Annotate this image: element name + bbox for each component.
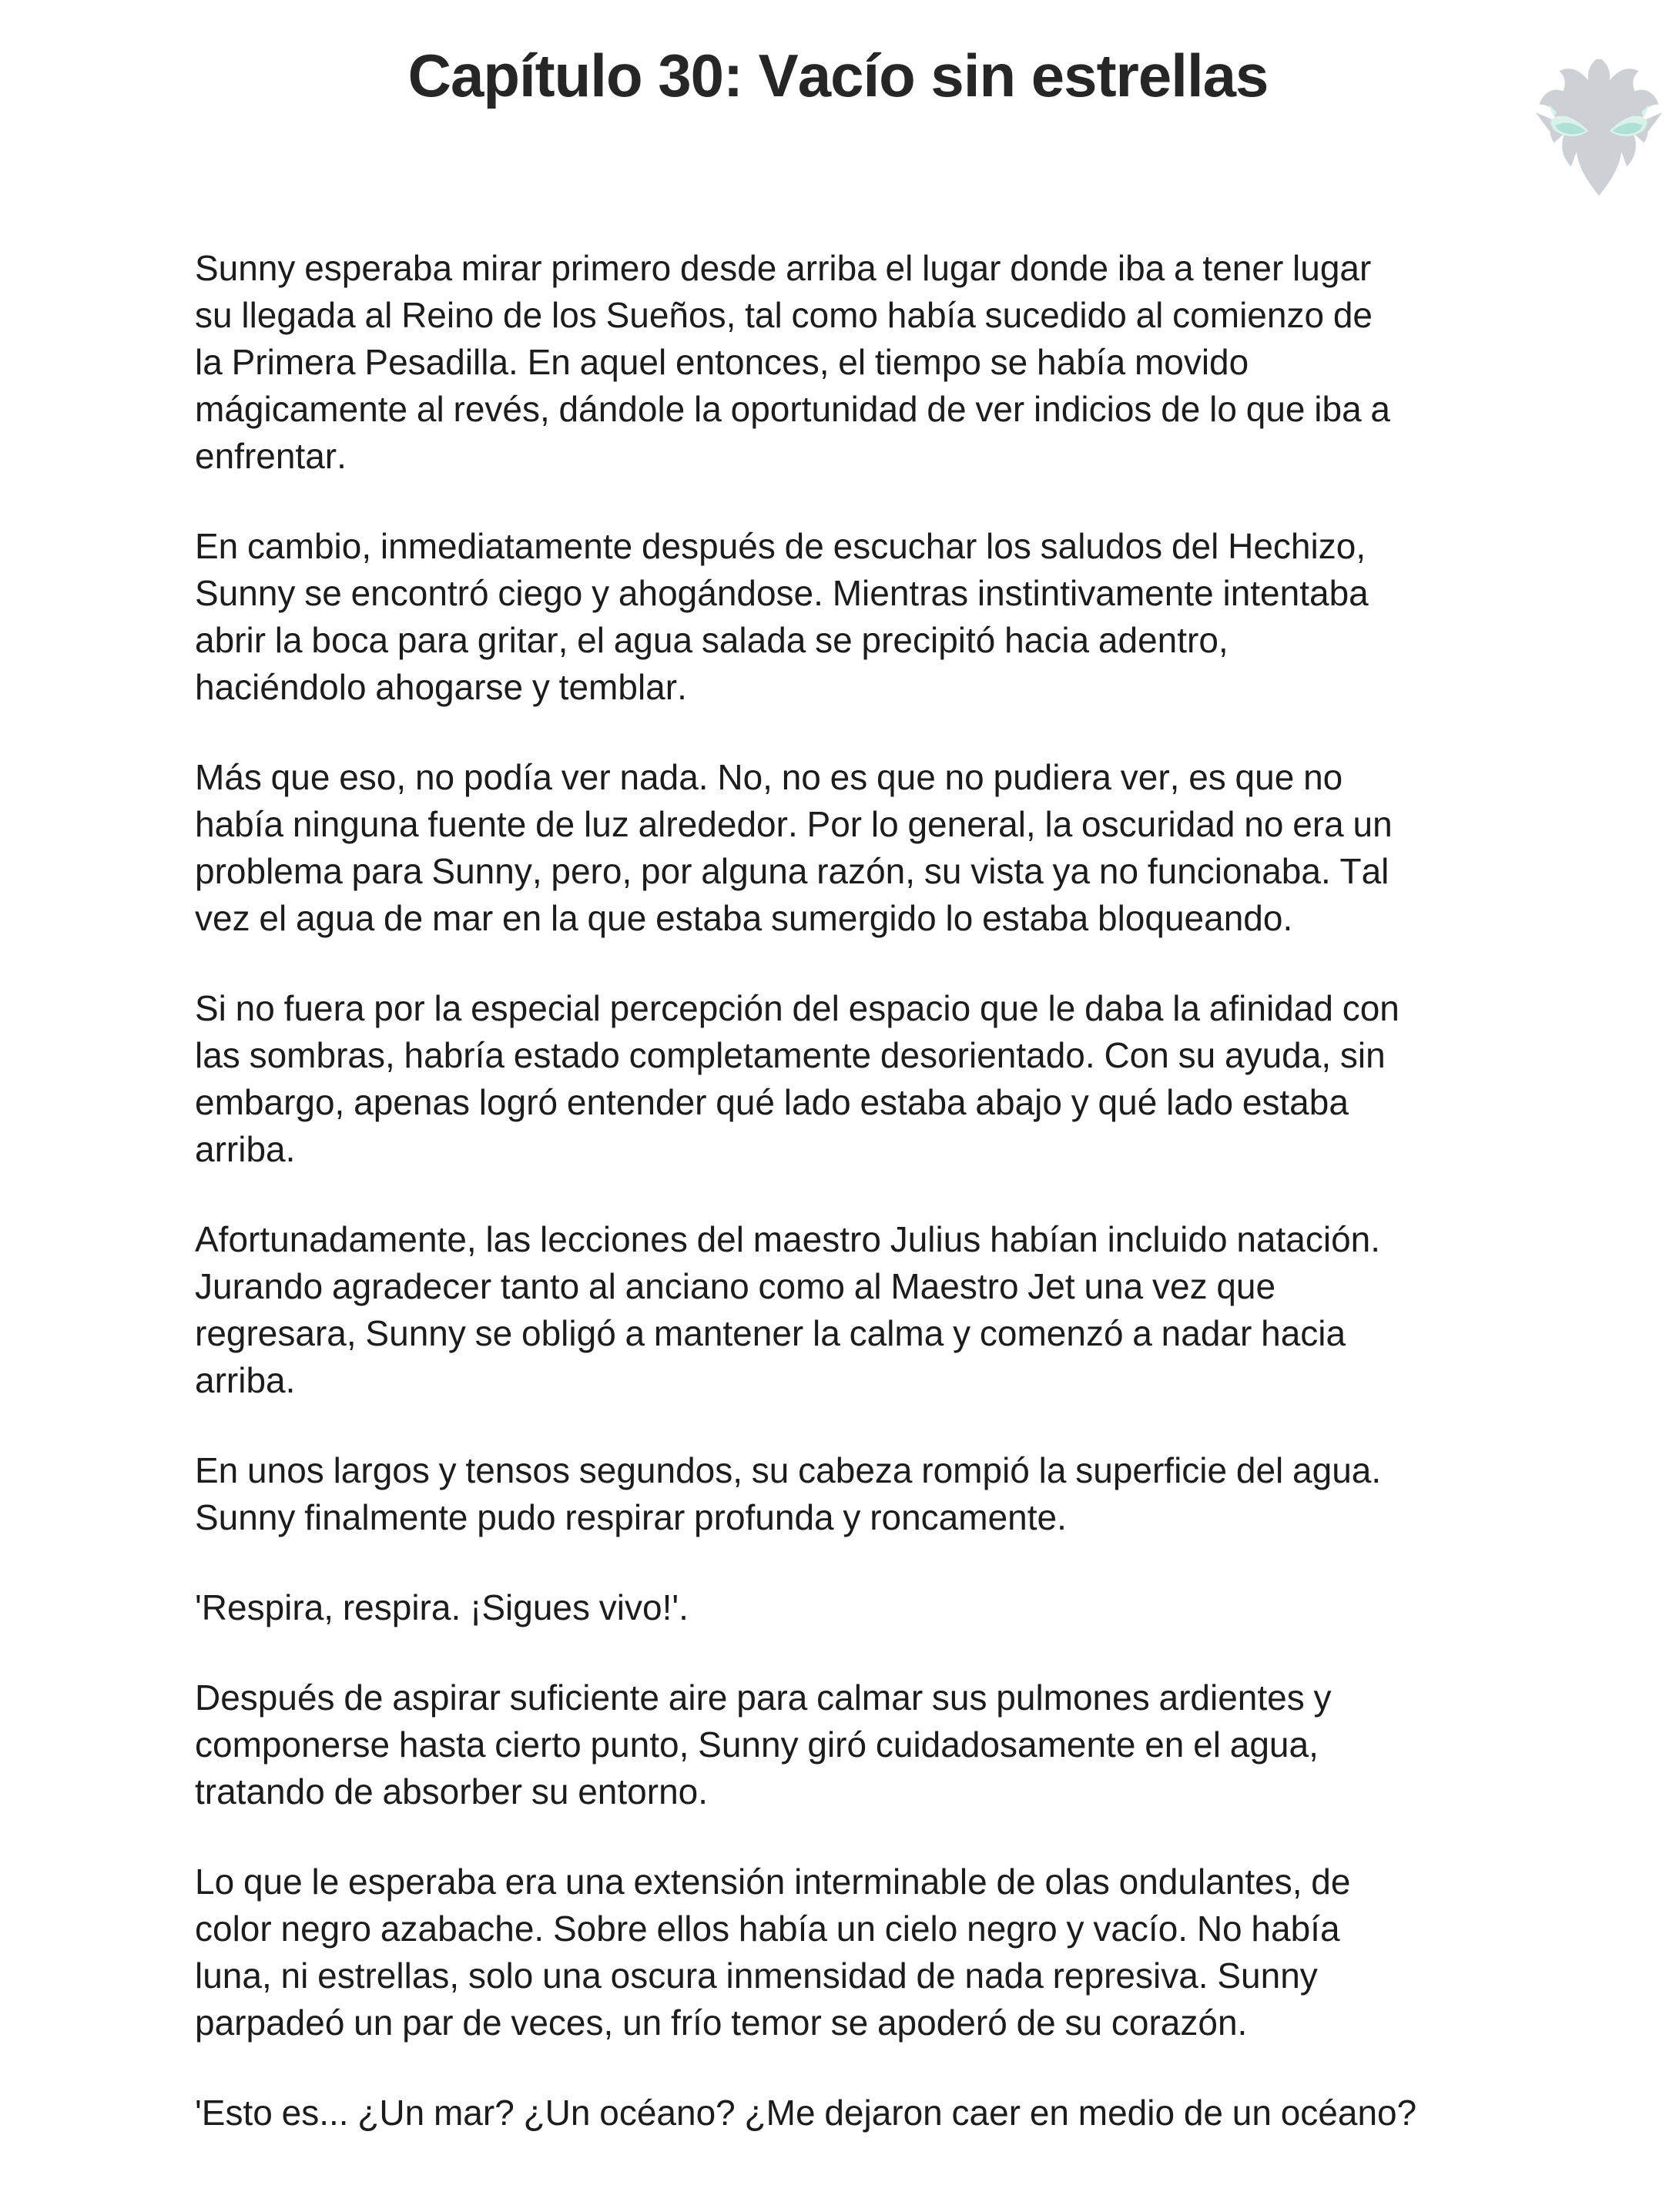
paragraph: Sunny esperaba mirar primero desde arriba el lugar donde iba a tener lugar su llegada al Reino de los Sueños, tal como había sucedido al comienzo de la Primera Pesadilla. En aquel entonces, el tiempo se había movido mágicamente al revés, dándole la oportunidad de ver indicios de lo que iba a enfrentar.: [195, 248, 1391, 476]
paragraph: Más que eso, no podía ver nada. No, no es que no pudiera ver, es que no había ninguna fuente de luz alrededor. Por lo general, la oscuridad no era un problema para Sunny, pero, por alguna razón, su vista ya no funcionaba. Tal vez el agua de mar en la que estaba sumergido lo estaba bloqueando.: [195, 757, 1393, 938]
paragraph: Afortunadamente, las lecciones del maestro Julius habían incluido natación. Jurando agradecer tanto al anciano como al Maestro Jet una vez que regresara, Sunny se obligó a mantener la calma y comenzó a nadar hacia arriba.: [195, 1219, 1381, 1400]
chapter-body: [195, 108, 1417, 2137]
paragraph: En unos largos y tensos segundos, su cabeza rompió la superficie del agua. Sunny finalmente pudo respirar profunda y roncamente.: [195, 1450, 1382, 1537]
demon-head-logo-icon: [1533, 49, 1665, 202]
paragraph: Si no fuera por la especial percepción del espacio que le daba la afinidad con las sombras, habría estado completamente desorientado. Con su ayuda, sin embargo, apenas logró entender qué lado estaba abajo y qué lado estaba arriba.: [195, 988, 1399, 1169]
paragraph-quote: 'Respira, respira. ¡Sigues vivo!'.: [195, 1587, 689, 1627]
chapter-page: [0, 43, 1676, 2137]
paragraph: En cambio, inmediatamente después de escuchar los saludos del Hechizo, Sunny se encontró ciego y ahogándose. Mientras instintivamente intentaba abrir la boca para gritar, el agua salada se precipitó hacia adentro, haciéndolo ahogarse y temblar.: [195, 526, 1369, 707]
paragraph: Después de aspirar suficiente aire para calmar sus pulmones ardientes y componerse hasta cierto punto, Sunny giró cuidadosamente en el agua, tratando de absorber su entorno.: [195, 1677, 1332, 1811]
paragraph: Lo que le esperaba era una extensión interminable de olas ondulantes, de color negro azabache. Sobre ellos había un cielo negro y vacío. No había luna, ni estrellas, solo una oscura inmensidad de nada represiva. Sunny parpadeó un par de veces, un frío temor se apoderó de su corazón.: [195, 1862, 1351, 2043]
paragraph-quote: 'Esto es... ¿Un mar? ¿Un océano? ¿Me dejaron caer en medio de un océano?: [195, 2093, 1417, 2133]
chapter-title: Capítulo 30: Vacío sin estrellas: [407, 42, 1269, 109]
page-header: [0, 43, 1676, 108]
